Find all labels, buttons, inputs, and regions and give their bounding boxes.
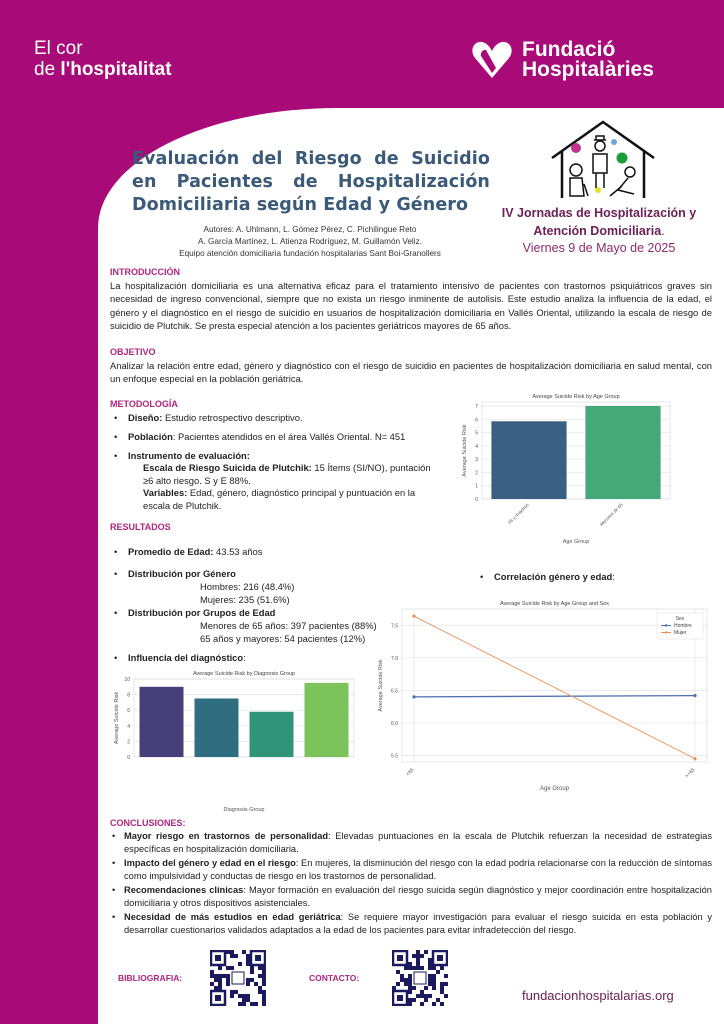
legend-marker [665, 631, 667, 633]
qr-module [226, 974, 230, 978]
heart-logo-icon [470, 40, 514, 80]
women-count: Mujeres: 235 (51.6%) [200, 594, 290, 605]
data-point [693, 757, 696, 760]
contact-label: CONTACTO: [309, 973, 360, 983]
agegroup-label: Distribución por Grupos de Edad [128, 607, 276, 618]
instrument-label: Instrumento de evaluación: [128, 450, 250, 461]
y-axis-label: Average Suicide Risk [462, 424, 468, 477]
legend-label: Hombre [674, 623, 692, 629]
qr-module [242, 950, 246, 954]
qr-module [218, 966, 222, 970]
y-axis-label: Average Suicide Risk [114, 691, 120, 745]
qr-module [400, 978, 404, 982]
qr-module [436, 998, 440, 1002]
qr-module [230, 950, 234, 954]
logo-line1: Fundació [522, 38, 616, 61]
bullet: • [114, 431, 118, 442]
intro-text: La hospitalización domiciliaria es una alternativa eficaz para el tratamiento intensivo de pacientes con trastornos psiquiátricos graves sin necesidad de ingreso convencional, siempre que no exista un riesgo inminente de autolisis. Este estudio analiza la influencia de la edad, el género y el diagnóstico en el riesgo de suicidio en usuarios de hospitalización domiciliaria en Vallés Oriental, utilizando la escala de riesgo de suicidio de Plutchik. Se presta especial atención a los pacientes geriátricos mayores de 65 años. [110, 280, 712, 331]
qr-module [428, 974, 432, 978]
y-tick-label: 8 [127, 692, 130, 699]
chart-age-group [452, 388, 672, 548]
gender-label: Distribución por Género [128, 568, 236, 579]
bar [491, 421, 566, 499]
bullet: • [112, 885, 116, 895]
chart-title: Average Suicide Risk by Age Group and Sex [499, 601, 610, 607]
under65-count: Menores de 65 años: 397 pacientes (88%) [200, 620, 377, 631]
qr-finder-center [397, 955, 403, 961]
qr-module [226, 978, 230, 982]
qr-module [250, 966, 254, 970]
bar [585, 406, 660, 499]
qr-module [416, 966, 420, 970]
qr-module [428, 994, 432, 998]
qr-module [234, 990, 238, 994]
bullet: • [114, 568, 118, 579]
qr-module [246, 962, 250, 966]
qr-module [250, 970, 254, 974]
qr-module [210, 982, 214, 986]
qr-module [262, 982, 266, 986]
legend-label: Mujer [674, 630, 687, 636]
conclusion-label: Mayor riesgo en trastornos de personalidad [124, 831, 329, 841]
bar [140, 687, 184, 757]
y-tick-label: 6.0 [391, 720, 398, 727]
age-label: Promedio de Edad: [128, 546, 214, 557]
qr-module [218, 986, 222, 990]
qr-module [396, 982, 400, 986]
qr-module [250, 1002, 254, 1006]
methods-population [114, 430, 406, 443]
y-axis-label: Average Suicide Risk [378, 659, 384, 712]
qr-module [262, 1002, 266, 1006]
qr-module [218, 978, 222, 982]
qr-module [230, 966, 234, 970]
qr-module [424, 986, 428, 990]
y-tick-label: 7.5 [391, 623, 398, 630]
results-age [114, 545, 263, 558]
website-link[interactable]: fundacionhospitalarias.org [522, 988, 674, 1003]
population-label: Población [128, 431, 173, 442]
qr-module [420, 954, 424, 958]
qr-module [428, 958, 432, 962]
y-tick-label: 7 [475, 403, 478, 410]
intro-heading: INTRODUCCIÓN [110, 267, 180, 277]
y-tick-label: 5 [475, 430, 478, 437]
chart-title: Average Suicide Risk by Diagnosis Group [192, 671, 296, 677]
contact-qr-code[interactable] [392, 950, 448, 1006]
x-tick-label: Menores de 65 [598, 502, 624, 527]
qr-module [416, 994, 420, 998]
qr-module [432, 974, 436, 978]
qr-module [412, 966, 416, 970]
x-tick-label: >=65 [684, 767, 697, 780]
qr-finder-center [397, 995, 403, 1001]
qr-module [404, 978, 408, 982]
conclusion-text: : Se requiere mayor investigación para evaluar el riesgo suicida en esta población y desarrollar cuestionarios validados adaptados a la edad de los pacientes para evitar infradetección del riesgo. [124, 912, 712, 935]
qr-module [416, 962, 420, 966]
y-tick-label: 6.5 [391, 688, 398, 695]
conclusions-heading: CONCLUSIONES: [110, 818, 186, 828]
qr-module [262, 974, 266, 978]
qr-module [246, 958, 250, 962]
qr-module [440, 982, 444, 986]
bullet: • [114, 652, 118, 663]
y-tick-label: 3 [475, 457, 478, 464]
pink-dot [571, 143, 581, 153]
qr-module [432, 982, 436, 986]
conclusion-text: : En mujeres, la disminución del riesgo con la edad podría relacionarse con la reducción de síntomas como impulsividad y conductas de riesgo en los trastornos de personalidad. [124, 858, 712, 881]
bar [250, 712, 294, 757]
authors-line1: Autores: A. Uhlmann, L. Gómez Pérez, C. Pichilingue Reto [203, 225, 417, 234]
qr-module [214, 978, 218, 982]
qr-module [440, 986, 444, 990]
qr-module [404, 966, 408, 970]
over65-count: 65 años y mayores: 54 pacientes (12%) [200, 633, 366, 644]
qr-module [262, 978, 266, 982]
qr-module [258, 966, 262, 970]
authors-line3: Equipo atención domiciliaria fundación hospitalarias Sant Boi-Granollers [179, 249, 441, 258]
qr-module [424, 998, 428, 1002]
methods-scale [143, 461, 443, 487]
bullet: • [114, 450, 118, 461]
variables-label: Variables: [143, 487, 188, 498]
results-heading: RESULTADOS [110, 522, 171, 532]
tagline-prefix: de [34, 59, 61, 80]
scale-text: 15 Ítems (SI/NO), puntación ≥6 alto riesgo. S y E 88%. [143, 462, 431, 486]
legend-marker [665, 624, 667, 626]
qr-module [412, 954, 416, 958]
qr-finder-center [437, 955, 443, 961]
qr-module [250, 978, 254, 982]
qr-finder-center [215, 955, 221, 961]
methods-design [114, 411, 303, 424]
qr-module [440, 1002, 444, 1006]
y-tick-label: 0 [127, 755, 130, 761]
bullet: • [480, 571, 484, 582]
data-point [412, 695, 415, 698]
qr-module [432, 986, 436, 990]
bar [195, 699, 239, 758]
population-text: : Pacientes atendidos en el área Vallés Oriental. N= 451 [172, 431, 406, 442]
design-label: Diseño: [128, 412, 163, 423]
scale-label: Escala de Riesgo Suicida de Plutchik: [143, 462, 312, 473]
bibliography-label: BIBLIOGRAFIA: [118, 973, 183, 983]
green-dot [617, 153, 628, 164]
bar [305, 683, 349, 757]
bullet: • [114, 412, 118, 423]
bullet: • [112, 912, 116, 922]
x-tick-label: 65 y mayores [507, 502, 530, 525]
conclusion-item [112, 884, 712, 910]
x-axis-label: Age Group [562, 539, 590, 545]
x-tick-label: <65 [405, 767, 416, 778]
qr-module [214, 974, 218, 978]
qr-module [424, 950, 428, 954]
qr-module [408, 986, 412, 990]
qr-module [408, 962, 412, 966]
methods-variables [143, 486, 443, 512]
design-text: Estudio retrospectivo descriptivo. [162, 412, 303, 423]
qr-module [258, 990, 262, 994]
authors-line2: A. García Martínez, L. Atienza Rodríguez, M. Guillamón Veliz. [198, 237, 422, 246]
methods-heading: METODOLOGÍA [110, 399, 178, 409]
qr-module [404, 982, 408, 986]
chart-age-sex [372, 596, 717, 796]
qr-module [412, 998, 416, 1002]
event-line2-wrap [494, 223, 704, 241]
chart-diagnosis [108, 667, 358, 817]
diagnosis-label: Influencia del diagnóstico [128, 652, 244, 663]
results-agegroup [114, 606, 276, 619]
qr-module [420, 990, 424, 994]
qr-module [428, 962, 432, 966]
bullet: • [114, 546, 118, 557]
variables-text: Edad, género, diagnóstico principal y puntuación en la escala de Plutchik. [143, 487, 416, 511]
fundacio-logo [470, 40, 654, 80]
series-line-mujer [414, 616, 695, 759]
qr-module [258, 974, 262, 978]
qr-module [258, 986, 262, 990]
authors [160, 224, 460, 260]
tagline-line2 [34, 59, 172, 80]
qr-module [246, 994, 250, 998]
qr-module [218, 982, 222, 986]
conclusion-item [112, 857, 712, 883]
qr-module [436, 970, 440, 974]
results-correlation [480, 570, 615, 583]
qr-module [226, 982, 230, 986]
event-line2: Atención Domiciliaria [533, 223, 662, 238]
correlation-label: Correlación género y edad [494, 571, 613, 582]
conclusion-label: Impacto del género y edad en el riesgo [124, 858, 296, 868]
qr-module [420, 1002, 424, 1006]
x-axis-label: Diagnosis Group [223, 807, 265, 813]
y-tick-label: 2 [475, 470, 478, 477]
y-tick-label: 10 [124, 677, 130, 683]
qr-module [222, 974, 226, 978]
diagnosis-colon: : [243, 652, 246, 663]
qr-module [234, 954, 238, 958]
qr-module [214, 986, 218, 990]
qr-module [238, 1002, 242, 1006]
y-tick-label: 1 [475, 483, 478, 490]
conclusion-item [112, 911, 712, 937]
event-line2-dot: . [661, 223, 665, 238]
conclusion-label: Recomendaciones clínicas [124, 885, 244, 895]
qr-module [408, 982, 412, 986]
qr-module [238, 962, 242, 966]
y-tick-label: 2 [127, 739, 130, 746]
qr-module [444, 982, 448, 986]
qr-module [262, 970, 266, 974]
blue-dot [611, 139, 617, 145]
qr-module [408, 978, 412, 982]
qr-module [396, 970, 400, 974]
qr-module [262, 994, 266, 998]
qr-module [242, 998, 246, 1002]
qr-module [416, 954, 420, 958]
qr-module [428, 966, 432, 970]
conclusion-label: Necesidad de más estudios en edad geriátrica [124, 912, 341, 922]
home-care-illustration [548, 118, 658, 200]
qr-module [262, 998, 266, 1002]
tagline [34, 38, 172, 80]
objective-heading: OBJETIVO [110, 347, 156, 357]
y-tick-label: 6 [127, 708, 130, 715]
qr-module [400, 974, 404, 978]
bullet: • [112, 858, 116, 868]
qr-module [444, 974, 448, 978]
poster-title: Evaluación del Riesgo de Suicidio en Pacientes de Hospitalización Domiciliaria según Edad y Género [132, 149, 490, 215]
qr-module [242, 1002, 246, 1006]
qr-module [262, 966, 266, 970]
qr-module [210, 974, 214, 978]
qr-module [230, 990, 234, 994]
qr-module [432, 1002, 436, 1006]
qr-module [412, 986, 416, 990]
y-tick-label: 5.5 [391, 753, 398, 760]
qr-module [420, 994, 424, 998]
qr-module [230, 954, 234, 958]
qr-module [408, 1002, 412, 1006]
results-diagnosis [114, 651, 246, 664]
qr-module [428, 982, 432, 986]
qr-module [392, 986, 396, 990]
qr-module [424, 994, 428, 998]
qr-module [408, 974, 412, 978]
logo-line2: Hospitalàries [522, 58, 654, 81]
qr-module [432, 966, 436, 970]
qr-module [246, 978, 250, 982]
y-tick-label: 4 [127, 723, 130, 730]
legend-title: Sex [675, 616, 685, 622]
qr-module [218, 974, 222, 978]
x-axis-label: Age Group [539, 786, 570, 792]
qr-module [230, 994, 234, 998]
y-tick-label: 7.0 [391, 655, 398, 662]
qr-module [262, 990, 266, 994]
qr-module [440, 990, 444, 994]
bullet: • [112, 831, 116, 841]
qr-module [254, 982, 258, 986]
event-date: Viernes 9 de Mayo de 2025 [522, 241, 676, 255]
y-tick-label: 0 [475, 497, 478, 503]
conclusion-text: : Elevadas puntuaciones en la escala de Plutchik refuerzan la necesidad de estrategias específicas en hospitalización domiciliaria. [124, 831, 712, 854]
qr-module [408, 966, 412, 970]
bullet: • [114, 607, 118, 618]
results-gender [114, 567, 236, 580]
event-line1: IV Jornadas de Hospitalización y [501, 206, 697, 220]
qr-module [254, 1002, 258, 1006]
event-info [494, 205, 704, 258]
qr-module [428, 978, 432, 982]
qr-module [444, 994, 448, 998]
qr-module [440, 966, 444, 970]
qr-module [416, 950, 420, 954]
chart-title: Average Suicide Risk by Age Group [532, 394, 620, 400]
qr-module [246, 998, 250, 1002]
qr-module [226, 950, 230, 954]
qr-module [238, 994, 242, 998]
series-line-hombre [414, 696, 695, 697]
bibliography-qr-code[interactable] [210, 950, 266, 1006]
y-tick-label: 4 [475, 443, 478, 450]
tagline-line1: El cor [34, 38, 83, 59]
qr-module [210, 970, 214, 974]
qr-module [408, 990, 412, 994]
qr-module [416, 958, 420, 962]
data-point [693, 694, 696, 697]
conclusion-text: : Mayor formación en evaluación del riesgo suicida según diagnóstico y mejor coordinación entre hospitalización domiciliaria y otros dispositivos asistenciales. [124, 885, 712, 908]
correlation-colon: : [612, 571, 615, 582]
qr-module [420, 966, 424, 970]
qr-module [432, 978, 436, 982]
qr-module [226, 966, 230, 970]
qr-finder-center [255, 955, 261, 961]
men-count: Hombres: 216 (48.4%) [200, 581, 295, 592]
tagline-bold: l'hospitalitat [60, 59, 172, 80]
qr-module [408, 998, 412, 1002]
qr-module [246, 954, 250, 958]
data-point [412, 615, 415, 618]
qr-module [246, 982, 250, 986]
qr-finder-center [215, 995, 221, 1001]
y-tick-label: 6 [475, 417, 478, 424]
qr-module [242, 994, 246, 998]
objective-text: Analizar la relación entre edad, género y diagnóstico con el riesgo de suicidio en pacientes de hospitalización domiciliaria en salud mental, con un enfoque especial en la población geriátrica. [110, 360, 712, 385]
conclusion-item [112, 830, 712, 856]
age-value: 43.53 años [213, 546, 263, 557]
